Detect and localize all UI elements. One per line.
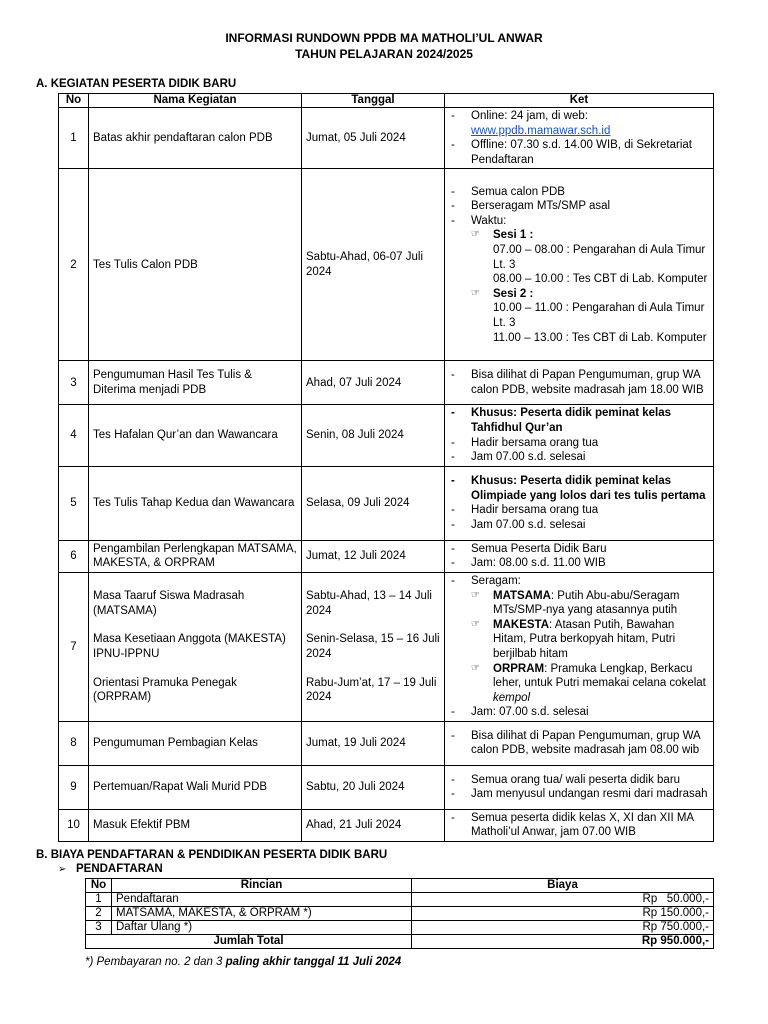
row-nama: Tes Tulis Calon PDB <box>89 169 302 361</box>
list-item: - Khusus: Peserta didik peminat kelas Tahfidhul Qur’an <box>449 406 709 435</box>
session-item: ☞ Sesi 2 : 10.00 – 11.00 : Pengarahan di Aula Timur Lt. 3 11.00 – 13.00 : Tes CBT di Lab. Komputer <box>471 287 709 345</box>
row-nama: Tes Hafalan Qur’an dan Wawancara <box>89 405 302 466</box>
row-tanggal: Jumat, 12 Juli 2024 <box>302 540 445 572</box>
list-item: - Jam 07.00 s.d. selesai <box>449 518 709 533</box>
table-row <box>59 108 714 169</box>
table-row <box>86 907 714 921</box>
row-no: 5 <box>59 466 89 540</box>
fee-rincian: Daftar Ulang *) <box>112 921 412 935</box>
row-tanggal: Jumat, 19 Juli 2024 <box>302 721 445 765</box>
list-item: - Jam 07.00 s.d. selesai <box>449 450 709 465</box>
row-no: 6 <box>59 540 89 572</box>
list-item: - Hadir bersama orang tua <box>449 436 709 451</box>
row-ket <box>445 405 714 466</box>
section-b-heading: B. BIAYA PENDAFTARAN & PENDIDIKAN PESERTA DIDIK BARU <box>36 849 388 861</box>
fee-rincian: Pendaftaran <box>112 893 412 907</box>
fee-biaya: Rp 50.000,- <box>412 893 714 907</box>
fees-total-row <box>86 935 714 949</box>
row-no: 10 <box>59 809 89 841</box>
fee-no: 2 <box>86 907 112 921</box>
list-item: - Waktu: ☞ Sesi 1 : 07.00 – 08.00 : Pengarahan di Aula Timur Lt. 3 08.00 – 10.00 : Tes CBT di Lab. Komputer ☞ Sesi 2 : 10.00 – 11.00 : Pengarahan di Aula Timur Lt. 3 11.00 – 13.00 : Tes CBT di Lab. Komputer <box>449 214 709 345</box>
document-title: INFORMASI RUNDOWN PPDB MA MATHOLI’UL ANWAR <box>225 31 543 45</box>
uniform-item: ☞ MAKESTA: Atasan Putih, Bawahan Hitam, Putra berkopyah hitam, Putri berjilbab hitam <box>471 618 709 662</box>
list-item: - Semua peserta didik kelas X, XI dan XII MA Matholi’ul Anwar, jam 07.00 WIB <box>449 811 709 840</box>
uniform-item: ☞ MATSAMA: Putih Abu-abu/Seragam MTs/SMP-nya yang atasannya putih <box>471 589 709 618</box>
row-tanggal: Jumat, 05 Juli 2024 <box>302 108 445 169</box>
row-nama: Batas akhir pendaftaran calon PDB <box>89 108 302 169</box>
table-row <box>59 809 714 841</box>
row-ket <box>445 361 714 405</box>
activity-matsama: Masa Taaruf Siswa Madrasah (MATSAMA) <box>93 590 245 617</box>
row-nama: Masuk Efektif PBM <box>89 809 302 841</box>
row-ket <box>445 809 714 841</box>
row-nama: Pengambilan Perlengkapan MATSAMA, MAKESTA, & ORPRAM <box>89 540 302 572</box>
col-header-nama: Nama Kegiatan <box>89 94 302 108</box>
row-nama: Pengumuman Hasil Tes Tulis & Diterima menjadi PDB <box>89 361 302 405</box>
list-item: - Semua Peserta Didik Baru <box>449 542 709 557</box>
row-no: 1 <box>59 108 89 169</box>
list-item: - Semua calon PDB <box>449 185 709 200</box>
fees-table-header <box>86 879 714 893</box>
list-item: - Semua orang tua/ wali peserta didik baru <box>449 773 709 788</box>
row-nama <box>89 572 302 721</box>
row-ket <box>445 466 714 540</box>
row-tanggal: Senin, 08 Juli 2024 <box>302 405 445 466</box>
col-header-ket: Ket <box>445 94 714 108</box>
fee-rincian: MATSAMA, MAKESTA, & ORPRAM *) <box>112 907 412 921</box>
list-item: - Offline: 07.30 s.d. 14.00 WIB, di Sekretariat Pendaftaran <box>449 138 709 167</box>
row-tanggal: Selasa, 09 Juli 2024 <box>302 466 445 540</box>
row-tanggal: Sabtu-Ahad, 06-07 Juli 2024 <box>302 169 445 361</box>
activities-table <box>58 93 714 842</box>
table-row <box>59 721 714 765</box>
document-subtitle: TAHUN PELAJARAN 2024/2025 <box>295 47 473 61</box>
fee-biaya: Rp 150.000,- <box>412 907 714 921</box>
uniform-item: ☞ ORPRAM: Pramuka Lengkap, Berkacu leher, untuk Putri memakai celana cokelat kempol <box>471 662 709 706</box>
row-ket <box>445 108 714 169</box>
row-tanggal: Ahad, 07 Juli 2024 <box>302 361 445 405</box>
section-b-subheading: ➢ PENDAFTARAN <box>58 863 163 875</box>
session-item: ☞ Sesi 1 : 07.00 – 08.00 : Pengarahan di Aula Timur Lt. 3 08.00 – 10.00 : Tes CBT di Lab. Komputer <box>471 228 709 286</box>
activity-makesta: Masa Kesetiaan Anggota (MAKESTA) IPNU-IPPNU <box>93 633 286 660</box>
row-ket <box>445 169 714 361</box>
row-ket <box>445 540 714 572</box>
list-item: - Jam menyusul undangan resmi dari madrasah <box>449 787 709 802</box>
arrow-right-icon: ➢ <box>58 864 67 875</box>
list-item: - Jam: 07.00 s.d. selesai <box>449 705 709 720</box>
row-no: 7 <box>59 572 89 721</box>
table-row <box>59 765 714 809</box>
table-row <box>86 893 714 907</box>
payment-note: *) Pembayaran no. 2 dan 3 paling akhir tanggal 11 Juli 2024 <box>85 956 402 968</box>
table-row <box>59 540 714 572</box>
date-matsama: Sabtu-Ahad, 13 – 14 Juli 2024 <box>306 590 432 617</box>
website-link[interactable]: www.ppdb.mamawar.sch.id <box>471 124 611 137</box>
list-item: - Khusus: Peserta didik peminat kelas Olimpiade yang lolos dari tes tulis pertama <box>449 474 709 503</box>
row-ket <box>445 765 714 809</box>
row-no: 9 <box>59 765 89 809</box>
list-item: - Jam: 08.00 s.d. 11.00 WIB <box>449 556 709 571</box>
row-nama: Pertemuan/Rapat Wali Murid PDB <box>89 765 302 809</box>
activities-table-header <box>59 94 714 108</box>
row-nama: Tes Tulis Tahap Kedua dan Wawancara <box>89 466 302 540</box>
fee-no: 3 <box>86 921 112 935</box>
table-row <box>59 405 714 466</box>
table-row <box>59 466 714 540</box>
table-row <box>59 169 714 361</box>
row-no: 4 <box>59 405 89 466</box>
col-header-tanggal: Tanggal <box>302 94 445 108</box>
row-nama: Pengumuman Pembagian Kelas <box>89 721 302 765</box>
list-item: - Berseragam MTs/SMP asal <box>449 199 709 214</box>
section-a-heading: A. KEGIATAN PESERTA DIDIK BARU <box>36 78 237 90</box>
fee-no: 1 <box>86 893 112 907</box>
activity-orpram: Orientasi Pramuka Penegak (ORPRAM) <box>93 676 237 704</box>
date-orpram: Rabu-Jum’at, 17 – 19 Juli 2024 <box>306 676 437 704</box>
list-item: - Seragam: ☞ MATSAMA: Putih Abu-abu/Seragam MTs/SMP-nya yang atasannya putih ☞ MAKESTA: Atasan Putih, Bawahan Hitam, Putra berkopyah hitam, Putri berjilbab hitam ☞ ORPRAM: Pramuka Lengkap, Berkacu leher, untuk Putri memakai celana cokelat kempol <box>449 574 709 705</box>
date-makesta: Senin-Selasa, 15 – 16 Juli 2024 <box>306 633 440 660</box>
row-ket <box>445 572 714 721</box>
list-item: - Bisa dilihat di Papan Pengumuman, grup WA calon PDB, website madrasah jam 18.00 WIB <box>449 368 709 397</box>
fees-table <box>85 878 714 949</box>
row-no: 3 <box>59 361 89 405</box>
list-item: - Online: 24 jam, di web: www.ppdb.mamawar.sch.id <box>449 109 709 138</box>
table-row <box>59 361 714 405</box>
table-row <box>86 921 714 935</box>
row-tanggal: Sabtu, 20 Juli 2024 <box>302 765 445 809</box>
table-row <box>59 572 714 721</box>
total-label: Jumlah Total <box>86 935 412 949</box>
list-item: - Bisa dilihat di Papan Pengumuman, grup WA calon PDB, website madrasah jam 08.00 wib <box>449 729 709 758</box>
col-header-rincian: Rincian <box>112 879 412 893</box>
row-no: 2 <box>59 169 89 361</box>
row-no: 8 <box>59 721 89 765</box>
list-item: - Hadir bersama orang tua <box>449 503 709 518</box>
row-tanggal: Ahad, 21 Juli 2024 <box>302 809 445 841</box>
col-header-biaya: Biaya <box>412 879 714 893</box>
fee-biaya: Rp 750.000,- <box>412 921 714 935</box>
total-value: Rp 950.000,- <box>412 935 714 949</box>
row-ket <box>445 721 714 765</box>
col-header-no: No <box>86 879 112 893</box>
row-tanggal <box>302 572 445 721</box>
col-header-no: No <box>59 94 89 108</box>
